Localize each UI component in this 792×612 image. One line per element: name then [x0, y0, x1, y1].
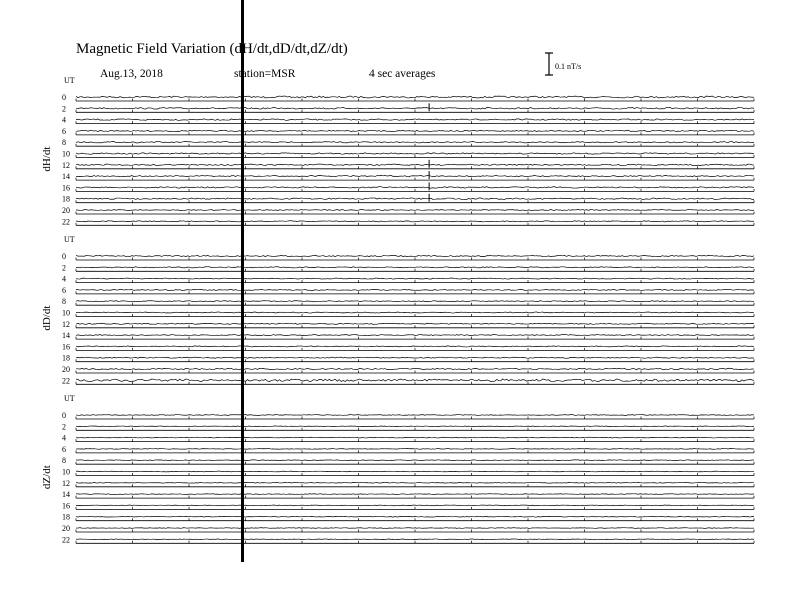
hour-label: 20: [62, 524, 70, 533]
hour-label: 2: [62, 263, 66, 273]
hour-label: 0: [62, 411, 66, 420]
hour-label: 2: [62, 422, 66, 432]
hour-label: 0: [62, 93, 66, 102]
hour-label: 6: [62, 126, 66, 136]
date-label: Aug.13, 2018: [100, 68, 163, 80]
trace-row-6: [76, 449, 754, 450]
hour-label: 0: [62, 252, 66, 261]
ut-axis-label: UT: [64, 394, 75, 403]
hour-label: 14: [62, 490, 70, 500]
y-axis-label: dZ/dt: [41, 465, 53, 490]
ut-axis-label: UT: [64, 235, 75, 244]
hour-label: 4: [62, 274, 66, 284]
hour-label: 6: [62, 285, 66, 295]
y-axis-label: dD/dt: [41, 305, 53, 331]
ut-axis-label: UT: [64, 76, 75, 85]
hour-label: 10: [62, 308, 70, 318]
hour-label: 12: [62, 478, 70, 488]
hour-label: 14: [62, 172, 70, 182]
hour-label: 2: [62, 104, 66, 114]
hour-label: 12: [62, 319, 70, 329]
chart-title: Magnetic Field Variation (dH/dt,dD/dt,dZ/dt): [76, 41, 348, 57]
y-axis-label: dH/dt: [41, 146, 53, 172]
scale-bar-label: 0.1 nT/s: [555, 62, 582, 71]
hour-label: 22: [62, 535, 70, 545]
hour-label: 18: [62, 353, 70, 363]
hour-label: 16: [62, 342, 70, 352]
station-label: station=MSR: [234, 68, 296, 80]
hour-label: 20: [62, 206, 70, 215]
hour-label: 8: [62, 138, 66, 148]
hour-label: 8: [62, 456, 66, 466]
hour-label: 20: [62, 365, 70, 374]
hour-label: 4: [62, 433, 66, 443]
hour-label: 4: [62, 115, 66, 125]
hour-label: 8: [62, 297, 66, 307]
hour-label: 16: [62, 501, 70, 511]
hour-label: 10: [62, 149, 70, 159]
hour-label: 22: [62, 217, 70, 227]
hour-label: 18: [62, 194, 70, 204]
hour-label: 12: [62, 160, 70, 170]
hour-label: 10: [62, 467, 70, 477]
hour-label: 16: [62, 183, 70, 193]
hour-label: 14: [62, 331, 70, 341]
hour-label: 6: [62, 444, 66, 454]
hour-label: 22: [62, 376, 70, 386]
averaging-label: 4 sec averages: [369, 68, 436, 80]
hour-label: 18: [62, 512, 70, 522]
